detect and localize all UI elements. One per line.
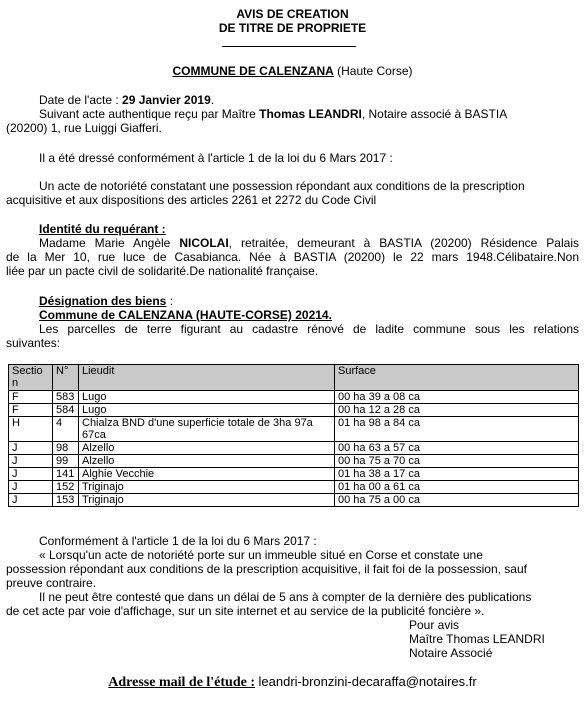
requerant-l1-b: , retraitée, demeurant à BASTIA (20200) Résidence Palais: [228, 236, 579, 250]
cell-lieudit: Lugo: [79, 391, 335, 404]
conclusion-line-6: de cet acte par voie d'affichage, sur un site internet et au service de la publicité foncière ».: [6, 604, 485, 618]
parcels-table: [8, 364, 579, 507]
cell-number: 153: [53, 494, 79, 507]
biens-heading: Désignation des biens: [39, 294, 167, 308]
requerant-line-1: [39, 236, 579, 250]
cell-section: F: [9, 404, 53, 417]
cell-surface: 00 ha 12 a 28 ca: [335, 404, 579, 417]
table-header-row: [9, 365, 579, 391]
title-line-1: AVIS DE CREATION: [236, 7, 349, 21]
biens-line-2: suivantes:: [6, 336, 61, 350]
notaire-name: Thomas LEANDRI: [259, 107, 362, 121]
conclusion-line-1: Conformément à l'article 1 de la loi du 6 Mars 2017 :: [39, 534, 317, 548]
requerant-l1-a: Madame Marie Angèle: [39, 236, 180, 250]
footer-email-line: [0, 675, 585, 690]
requerant-line-3: liée par un pacte civil de solidarité.De nationalité française.: [6, 264, 319, 278]
signature-line-2: Maître Thomas LEANDRI: [409, 632, 545, 646]
acte-line-2: [39, 107, 507, 121]
cell-section: J: [9, 481, 53, 494]
table-row: [9, 468, 579, 481]
acte-date-suffix: .: [210, 93, 215, 107]
cell-number: 583: [53, 391, 79, 404]
signature-line-3: Notaire Associé: [409, 646, 493, 660]
cell-lieudit: Triginajo: [79, 494, 335, 507]
acte-line-3: (20200) 1, rue Luiggi Giafferi.: [6, 121, 162, 135]
header-lieudit: Lieudit: [79, 365, 335, 391]
notoriete-line-2: acquisitive et aux dispositions des articles 2261 et 2272 du Code Civil: [6, 193, 377, 207]
header-number: N°: [53, 365, 79, 391]
footer-email-label: Adresse mail de l'étude :: [108, 675, 256, 690]
cell-number: 152: [53, 481, 79, 494]
cell-section: J: [9, 468, 53, 481]
cell-number: 141: [53, 468, 79, 481]
table-row: [9, 417, 579, 442]
cell-section: J: [9, 455, 53, 468]
table-row: [9, 481, 579, 494]
commune-suffix: (Haute Corse): [333, 64, 413, 78]
conclusion-line-5: Il ne peut être contesté que dans un délai de 5 ans à compter de la dernière des publications: [39, 590, 532, 604]
biens-commune-heading: Commune de CALENZANA (HAUTE-CORSE) 20214.: [39, 308, 332, 322]
biens-heading-suffix: :: [166, 294, 174, 308]
cell-lieudit: Chialza BND d'une superficie totale de 3ha 97a 67ca: [79, 417, 335, 442]
signature-line-1: Pour avis: [409, 618, 460, 632]
conclusion-line-4: preuve contraire.: [6, 576, 97, 590]
cell-surface: 01 ha 98 a 84 ca: [335, 417, 579, 442]
conclusion-line-3: possession répondant aux conditions de la prescription acquisitive, il fait foi de la possession, sauf: [6, 562, 527, 576]
acte-date-value: 29 Janvier 2019: [122, 93, 211, 107]
article-paragraph: Il a été dressé conformément à l'article 1 de la loi du 6 Mars 2017 :: [39, 151, 393, 165]
cell-lieudit: Alghie Vecchie: [79, 468, 335, 481]
conclusion-line-2: « Lorsqu'un acte de notoriété porte sur un immeuble situé en Corse et constate une: [39, 548, 483, 562]
cell-surface: 01 ha 38 a 17 ca: [335, 468, 579, 481]
cell-lieudit: Lugo: [79, 404, 335, 417]
table-row: [9, 391, 579, 404]
cell-number: 99: [53, 455, 79, 468]
cell-surface: 00 ha 75 a 00 ca: [335, 494, 579, 507]
table-row: [9, 442, 579, 455]
acte-date: [39, 93, 214, 107]
cell-section: J: [9, 442, 53, 455]
cell-section: H: [9, 417, 53, 442]
cell-surface: 01 ha 00 a 61 ca: [335, 481, 579, 494]
acte-date-prefix: Date de l'acte :: [39, 93, 123, 107]
cell-number: 98: [53, 442, 79, 455]
cell-number: 4: [53, 417, 79, 442]
requerant-heading: Identité du requérant :: [39, 222, 166, 236]
notoriete-line-1: Un acte de notoriété constatant une possession répondant aux conditions de la prescription: [39, 179, 525, 193]
requerant-line-2: de la Mer 10, rue luce de Casabianca. Née à BASTIA (20200) le 22 mars 1948.Célibataire.Non: [6, 250, 579, 264]
biens-line-1: Les parcelles de terre figurant au cadastre rénové de ladite commune sous les relations: [39, 322, 579, 336]
cell-section: J: [9, 494, 53, 507]
table-row: [9, 404, 579, 417]
footer-email-address[interactable]: leandri-bronzini-decaraffa@notaires.fr: [258, 674, 477, 689]
cell-surface: 00 ha 75 a 70 ca: [335, 455, 579, 468]
cell-surface: 00 ha 39 a 08 ca: [335, 391, 579, 404]
header-surface: Surface: [335, 365, 579, 391]
title-line-2: DE TITRE DE PROPRIETE: [218, 21, 367, 35]
table-row: [9, 494, 579, 507]
cell-number: 584: [53, 404, 79, 417]
acte-line2-suffix: , Notaire associé à BASTIA: [361, 107, 508, 121]
header-section: Sectio n: [9, 365, 53, 391]
biens-heading-line: [39, 294, 173, 308]
cell-lieudit: Alzello: [79, 455, 335, 468]
table-row: [9, 455, 579, 468]
cell-section: F: [9, 391, 53, 404]
cell-surface: 00 ha 63 a 57 ca: [335, 442, 579, 455]
title-divider: [222, 46, 356, 47]
commune-title: [0, 64, 585, 78]
requerant-name: NICOLAI: [179, 236, 229, 250]
commune-label: COMMUNE DE CALENZANA: [172, 64, 334, 78]
cell-lieudit: Alzello: [79, 442, 335, 455]
cell-lieudit: Triginajo: [79, 481, 335, 494]
acte-line2-prefix: Suivant acte authentique reçu par Maître: [39, 107, 260, 121]
